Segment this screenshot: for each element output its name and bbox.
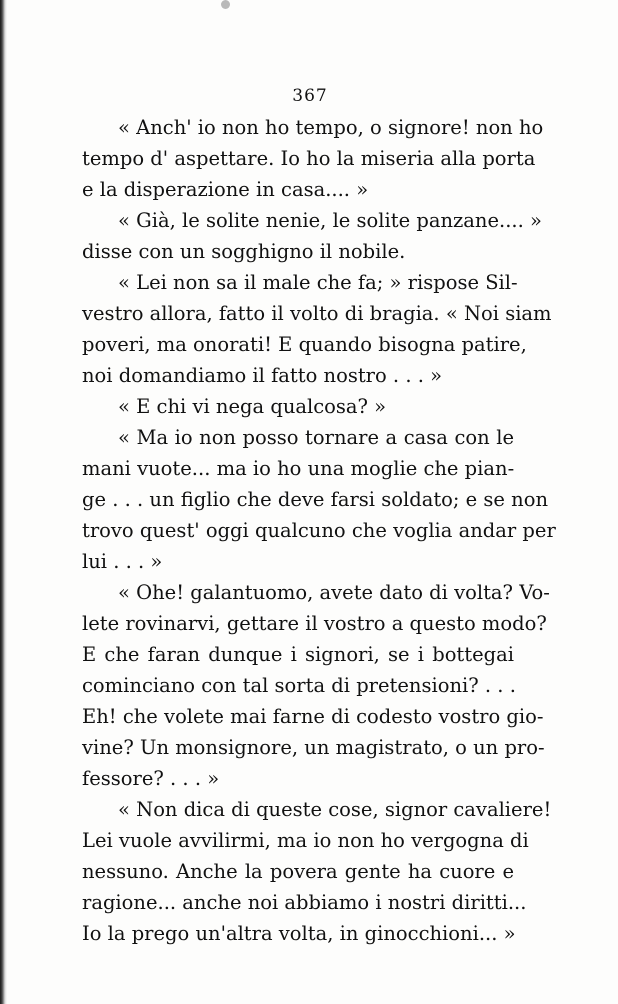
text-line: noi domandiamo il fatto nostro . . . » [82, 364, 443, 387]
text-line: lui . . . » [82, 550, 163, 573]
text-line: Eh! che volete mai farne di codesto vostro gio- [82, 705, 544, 728]
text-line: Io la prego un'altra volta, in ginocchioni... » [82, 922, 516, 945]
text-line: tempo d' aspettare. Io ho la miseria alla porta [82, 147, 536, 170]
text-line: cominciano con tal sorta di pretensioni? . . . [82, 674, 516, 697]
text-line: « Anch' io non ho tempo, o signore! non ho [118, 116, 544, 139]
text-line: mani vuote... ma io ho una moglie che pian- [82, 457, 515, 480]
text-line: vestro allora, fatto il volto di bragia. « Noi siam [82, 302, 552, 325]
text-line: Lei vuole avvilirmi, ma io non ho vergogna di [82, 829, 529, 852]
text-line: « Lei non sa il male che fa; » rispose Sil- [118, 271, 518, 294]
text-line: ragione... anche noi abbiamo i nostri diritti... [82, 891, 527, 914]
text-line: disse con un sogghigno il nobile. [82, 240, 406, 263]
text-line: « E chi vi nega qualcosa? » [118, 395, 387, 418]
page-binding-edge [0, 0, 7, 1004]
text-line: « Ohe! galantuomo, avete dato di volta? Vo- [118, 581, 550, 604]
ink-spot [221, 0, 230, 9]
text-line: « Già, le solite nenie, le solite panzane.... » [118, 209, 542, 232]
text-line: nessuno. Anche la povera gente ha cuore e [82, 860, 514, 883]
page-number: 367 [292, 86, 328, 106]
body-text [82, 112, 556, 949]
text-line: « Non dica di queste cose, signor cavaliere! [118, 798, 552, 821]
text-line: lete rovinarvi, gettare il vostro a questo modo? [82, 612, 547, 635]
text-line: vine? Un monsignore, un magistrato, o un pro- [82, 736, 545, 759]
text-line: e la disperazione in casa.... » [82, 178, 369, 201]
text-line: ge . . . un figlio che deve farsi soldato; e se non [82, 488, 549, 511]
text-line: poveri, ma onorati! E quando bisogna patire, [82, 333, 527, 356]
text-line: fessore? . . . » [82, 767, 220, 790]
text-line: E che faran dunque i signori, se i bottegai [82, 643, 514, 666]
text-line: « Ma io non posso tornare a casa con le [118, 426, 514, 449]
text-line: trovo quest' oggi qualcuno che voglia andar per [82, 519, 556, 542]
